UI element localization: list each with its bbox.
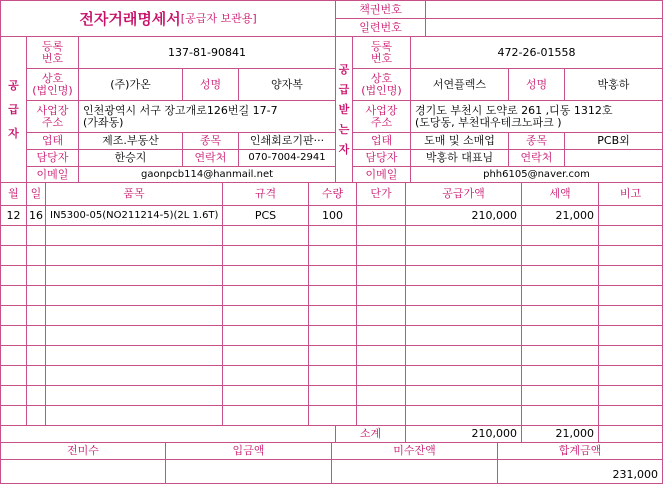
items-row-note — [599, 246, 662, 266]
receiver-name-label: 성명 — [509, 69, 565, 101]
items-row-tax-amount — [522, 286, 599, 306]
receiver-email: phh6105@naver.com — [411, 167, 662, 183]
serial-no-value — [426, 19, 662, 37]
supplier-biz-type-label: 업태 — [27, 133, 79, 150]
items-row-tax-amount — [522, 246, 599, 266]
supplier-contact-label: 연락처 — [183, 150, 239, 167]
items-row-qty — [309, 326, 357, 346]
items-row-supply-amount: 210,000 — [406, 206, 522, 226]
subtotal-supply: 210,000 — [406, 426, 522, 443]
items-row-tax-amount — [522, 326, 599, 346]
items-row-qty — [309, 346, 357, 366]
items-row-tax-amount: 21,000 — [522, 206, 599, 226]
items-row-qty: 100 — [309, 206, 357, 226]
supplier-name: 양자복 — [239, 69, 336, 101]
deposit-value — [166, 460, 332, 483]
items-row-day — [27, 266, 46, 286]
items-row-month — [1, 326, 27, 346]
items-row-day — [27, 226, 46, 246]
items-row-month — [1, 286, 27, 306]
supplier-biz-item-label: 종목 — [183, 133, 239, 150]
items-row-unit-price — [357, 406, 406, 426]
receiver-reg-no: 472-26-01558 — [411, 37, 662, 69]
receiver-biz-item: PCB외 — [565, 133, 662, 150]
items-row-note — [599, 386, 662, 406]
items-row-unit-price — [357, 366, 406, 386]
items-row-item-name — [46, 406, 223, 426]
items-row-item-name — [46, 286, 223, 306]
items-row-unit-price — [357, 346, 406, 366]
items-row-item-name — [46, 226, 223, 246]
supplier-biz-type: 제조.부동산 — [79, 133, 183, 150]
items-row-supply-amount — [406, 386, 522, 406]
subtotal-spacer — [1, 426, 336, 443]
items-header-note: 비고 — [599, 183, 662, 206]
supplier-reg-no: 137-81-90841 — [79, 37, 336, 69]
items-row-tax-amount — [522, 366, 599, 386]
items-row-spec — [223, 286, 309, 306]
prev-unpaid-label: 전미수 — [1, 443, 166, 460]
items-row-supply-amount — [406, 266, 522, 286]
items-row-tax-amount — [522, 266, 599, 286]
items-row-supply-amount — [406, 326, 522, 346]
receiver-address: 경기도 부천시 도약로 261 ,디동 1312호 (도당동, 부천대우테크노파크 ) — [411, 101, 662, 133]
items-row-item-name — [46, 246, 223, 266]
items-row-spec — [223, 306, 309, 326]
total-label: 합계금액 — [498, 443, 662, 460]
items-row-supply-amount — [406, 246, 522, 266]
items-row-supply-amount — [406, 306, 522, 326]
document-title — [1, 1, 336, 37]
items-row-spec — [223, 366, 309, 386]
items-row-note — [599, 366, 662, 386]
items-row-qty — [309, 246, 357, 266]
items-row-qty — [309, 226, 357, 246]
supplier-manager: 한승지 — [79, 150, 183, 167]
receiver-name: 박홍하 — [565, 69, 662, 101]
items-row-unit-price — [357, 386, 406, 406]
items-row-month — [1, 306, 27, 326]
items-header-unit-price: 단가 — [357, 183, 406, 206]
subtotal-label: 소계 — [336, 426, 406, 443]
items-row-month — [1, 226, 27, 246]
items-row-month — [1, 386, 27, 406]
items-row-item-name — [46, 326, 223, 346]
items-row-day: 16 — [27, 206, 46, 226]
items-row-note — [599, 326, 662, 346]
book-no-value — [426, 1, 662, 19]
items-row-day — [27, 406, 46, 426]
items-row-unit-price — [357, 206, 406, 226]
items-row-note — [599, 346, 662, 366]
total-amount: 231,000 — [612, 468, 658, 481]
items-row-month — [1, 366, 27, 386]
receiver-biz-type: 도매 및 소매업 — [411, 133, 509, 150]
items-row-supply-amount — [406, 406, 522, 426]
items-row-note — [599, 286, 662, 306]
subtotal-tax: 21,000 — [522, 426, 599, 443]
items-row-tax-amount — [522, 226, 599, 246]
items-row-supply-amount — [406, 346, 522, 366]
items-header-tax-amount: 세액 — [522, 183, 599, 206]
items-row-note — [599, 306, 662, 326]
items-header-supply-amount: 공급가액 — [406, 183, 522, 206]
receiver-manager-label: 담당자 — [353, 150, 411, 167]
items-row-qty — [309, 306, 357, 326]
items-row-note — [599, 226, 662, 246]
supplier-address: 인천광역시 서구 장고개로126번길 17-7 (가좌동) — [79, 101, 336, 133]
supplier-manager-label: 담당자 — [27, 150, 79, 167]
items-row-supply-amount — [406, 286, 522, 306]
items-row-unit-price — [357, 266, 406, 286]
items-row-day — [27, 386, 46, 406]
items-row-item-name — [46, 386, 223, 406]
items-row-spec: PCS — [223, 206, 309, 226]
subtotal-note — [599, 426, 662, 443]
items-header-item-name: 품목 — [46, 183, 223, 206]
items-row-unit-price — [357, 246, 406, 266]
supplier-address-label: 사업장 주소 — [27, 101, 79, 133]
items-row-month — [1, 246, 27, 266]
supplier-biz-item: 인쇄회로기판··· — [239, 133, 336, 150]
items-row-unit-price — [357, 286, 406, 306]
supplier-email-label: 이메일 — [27, 167, 79, 183]
receiver-biz-type-label: 업태 — [353, 133, 411, 150]
items-row-month — [1, 266, 27, 286]
items-row-tax-amount — [522, 386, 599, 406]
receiver-reg-no-label: 등록 번호 — [353, 37, 411, 69]
items-row-day — [27, 326, 46, 346]
items-row-qty — [309, 386, 357, 406]
receiver-address-label: 사업장 주소 — [353, 101, 411, 133]
items-row-tax-amount — [522, 306, 599, 326]
items-row-tax-amount — [522, 346, 599, 366]
items-row-day — [27, 366, 46, 386]
receiver-biz-item-label: 종목 — [509, 133, 565, 150]
book-no-label: 책권번호 — [336, 1, 426, 19]
items-row-qty — [309, 366, 357, 386]
items-row-item-name — [46, 266, 223, 286]
items-row-month: 12 — [1, 206, 27, 226]
title-text: 전자거래명세서 — [79, 9, 181, 28]
items-row-day — [27, 246, 46, 266]
items-row-unit-price — [357, 306, 406, 326]
items-row-note — [599, 406, 662, 426]
items-row-qty — [309, 286, 357, 306]
items-row-day — [27, 306, 46, 326]
items-row-item-name — [46, 306, 223, 326]
receiver-manager: 박홍하 대표님 — [411, 150, 509, 167]
title-copy-type: [공급자 보관용] — [180, 11, 257, 25]
items-header-qty: 수량 — [309, 183, 357, 206]
items-row-item-name: IN5300-05(NO211214-5)(2L 1.6T) — [46, 206, 223, 226]
items-row-spec — [223, 406, 309, 426]
items-row-spec — [223, 266, 309, 286]
deposit-label: 입금액 — [166, 443, 332, 460]
items-row-note — [599, 266, 662, 286]
supplier-name-label: 성명 — [183, 69, 239, 101]
items-row-unit-price — [357, 226, 406, 246]
items-row-month — [1, 346, 27, 366]
items-row-tax-amount — [522, 406, 599, 426]
items-header-spec: 규격 — [223, 183, 309, 206]
items-row-month — [1, 406, 27, 426]
supplier-contact: 070-7004-2941 — [239, 150, 336, 167]
unpaid-balance-label: 미수잔액 — [332, 443, 498, 460]
items-header-month: 월 — [1, 183, 27, 206]
items-row-qty — [309, 266, 357, 286]
receiver-email-label: 이메일 — [353, 167, 411, 183]
items-row-spec — [223, 226, 309, 246]
supplier-side-label: 공 급 자 — [1, 37, 27, 183]
receiver-contact — [565, 150, 662, 167]
items-row-supply-amount — [406, 226, 522, 246]
items-row-unit-price — [357, 326, 406, 346]
items-row-supply-amount — [406, 366, 522, 386]
items-row-item-name — [46, 366, 223, 386]
items-row-qty — [309, 406, 357, 426]
receiver-company: 서연플렉스 — [411, 69, 509, 101]
supplier-reg-no-label: 등록 번호 — [27, 37, 79, 69]
items-row-note — [599, 206, 662, 226]
receiver-company-label: 상호 (법인명) — [353, 69, 411, 101]
items-row-spec — [223, 346, 309, 366]
serial-no-label: 일련번호 — [336, 19, 426, 37]
prev-unpaid-value — [1, 460, 166, 483]
supplier-company: (주)가온 — [79, 69, 183, 101]
items-row-spec — [223, 386, 309, 406]
items-row-day — [27, 346, 46, 366]
items-row-spec — [223, 326, 309, 346]
items-row-day — [27, 286, 46, 306]
unpaid-balance-value — [332, 460, 498, 483]
receiver-contact-label: 연락처 — [509, 150, 565, 167]
items-header-day: 일 — [27, 183, 46, 206]
items-row-spec — [223, 246, 309, 266]
items-row-item-name — [46, 346, 223, 366]
supplier-email: gaonpcb114@hanmail.net — [79, 167, 336, 183]
supplier-company-label: 상호 (법인명) — [27, 69, 79, 101]
receiver-side-label: 공 급 받 는 자 — [336, 37, 353, 183]
